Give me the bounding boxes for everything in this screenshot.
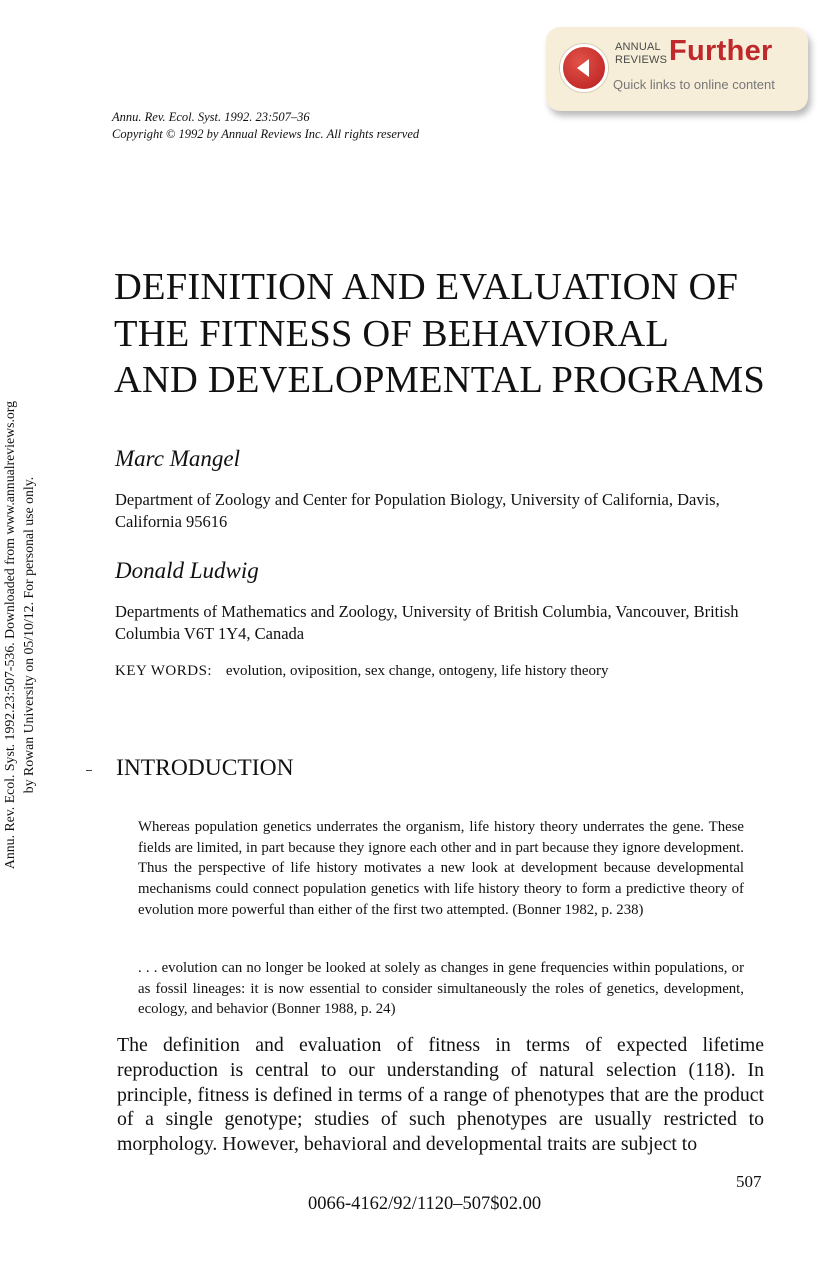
download-note-line-2: by Rowan University on 05/10/12. For personal use only. — [21, 476, 36, 794]
title-line-2: THE FITNESS OF BEHAVIORAL — [114, 312, 670, 355]
page-number: 507 — [736, 1172, 762, 1191]
citation — [112, 109, 419, 143]
author-affiliation: Department of Zoology and Center for Population Biology, University of California, Davis, California 95616 — [115, 490, 720, 531]
author-name: Marc Mangel — [115, 446, 240, 471]
badge-reviews-label: REVIEWS — [615, 54, 668, 66]
citation-line-2: Copyright © 1992 by Annual Reviews Inc. All rights reserved — [112, 127, 420, 141]
article-title — [114, 264, 765, 404]
body-paragraph: The definition and evaluation of fitness in terms of expected lifetime reproduction is central to our understanding of natural selection (118). In principle, fitness is defined in terms of a range of phenotypes that are the product of a single genotype; studies of such phenotypes are usually restricted to morphology. However, behavioral and developmental traits are subject to — [117, 1034, 764, 1156]
epigraph-quote: . . . evolution can no longer be looked at solely as changes in gene frequencies within populations, or as fossil lineages: it is now essential to consider simultaneously the roles of genetics, development, ecology, and behavior (Bonner 1988, p. 24) — [138, 960, 744, 1018]
badge-annual-label: ANNUAL — [615, 41, 661, 53]
epigraph-quote: Whereas population genetics underrates the organism, life history theory underrates the gene. These fields are limited, in part because they ignore each other and in part because they ignore development. Thus the perspective of life history motivates a new look at development because developmental mechanisms could connect population genetics with life history theory to form a predictive theory of evolution more powerful than either of the first two attempted. (Bonner 1982, p. 238) — [138, 819, 744, 918]
keywords-text: evolution, oviposition, sex change, ontogeny, life history theory — [225, 663, 609, 679]
footer-code: 0066-4162/92/1120–507$02.00 — [308, 1194, 542, 1214]
title-line-1: DEFINITION AND EVALUATION OF — [114, 266, 739, 308]
play-back-icon[interactable] — [560, 44, 608, 92]
further-badge[interactable] — [546, 27, 808, 111]
citation-line-1: Annu. Rev. Ecol. Syst. 1992. 23:507–36 — [112, 110, 310, 124]
badge-subtitle: Quick links to online content — [613, 77, 775, 92]
margin-mark — [86, 770, 92, 771]
author-name: Donald Ludwig — [115, 558, 259, 583]
keywords-label: KEY WORDS: — [115, 663, 213, 679]
title-line-3: AND DEVELOPMENTAL PROGRAMS — [114, 359, 765, 401]
badge-brand — [615, 41, 667, 67]
download-note-line-1: Annu. Rev. Ecol. Syst. 1992.23:507-536. Downloaded from www.annualreviews.org — [2, 400, 17, 870]
section-heading: INTRODUCTION — [116, 755, 294, 781]
keywords — [115, 663, 609, 680]
author-affiliation: Departments of Mathematics and Zoology, University of British Columbia, Vancouver, British Columbia V6T 1Y4, Canada — [115, 602, 739, 643]
badge-further-label: Further — [669, 35, 773, 67]
